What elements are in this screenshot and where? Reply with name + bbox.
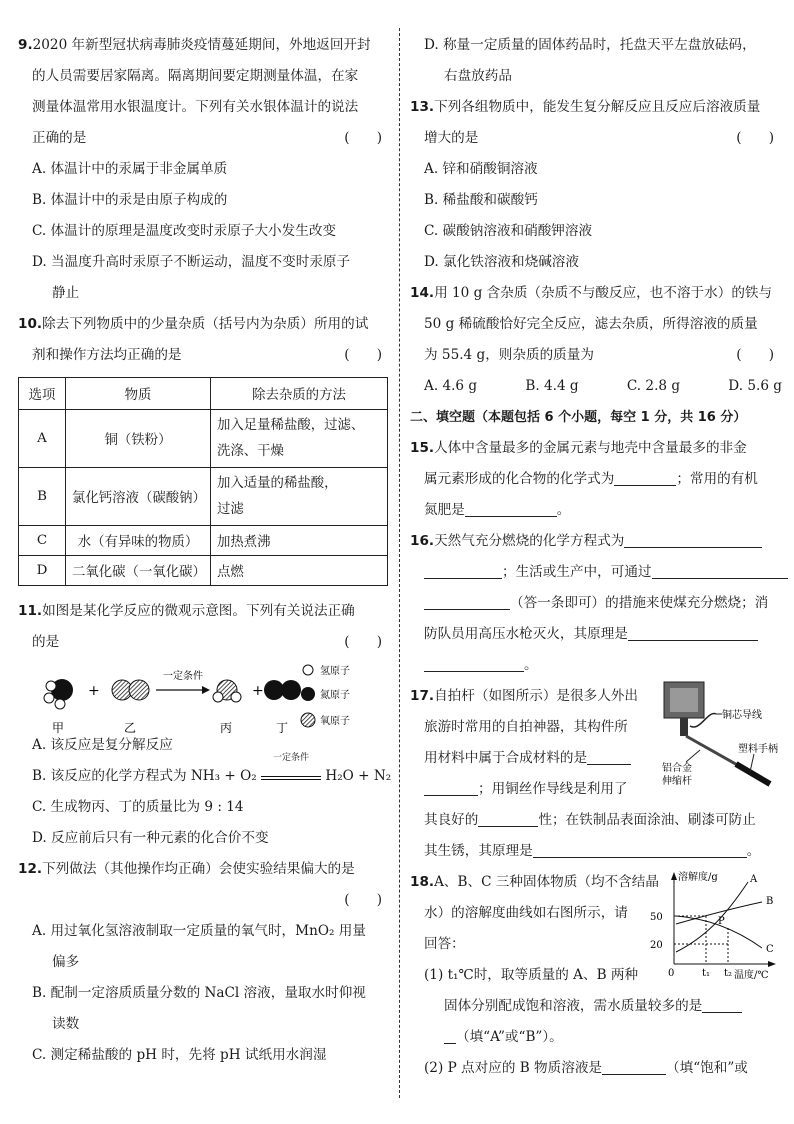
q12-number: 12.	[18, 861, 43, 877]
q15-blank-2[interactable]	[465, 498, 557, 517]
q14-text-3: 为 55.4 g，则杂质的质量为	[424, 347, 594, 363]
left-column-lower	[18, 596, 390, 658]
q10-table	[18, 377, 388, 586]
x-tick-t2: t₂	[724, 968, 733, 979]
q9-answer-paren: ( )	[344, 130, 382, 146]
q17-text-3: 用材料中属于合成材料的是	[424, 750, 588, 766]
legend-hydrogen: 氢原子	[320, 666, 350, 677]
q11-answer-paren: ( )	[344, 634, 382, 650]
q15-text-2: 属元素形成的化合物的化学式为	[424, 471, 615, 487]
table-cell: 点燃	[211, 556, 388, 586]
q15-number: 15.	[410, 440, 435, 456]
y-axis-label: 溶解度/g	[678, 872, 718, 883]
q16-blank-1b[interactable]	[424, 560, 502, 579]
table-row	[19, 468, 388, 526]
q14-choices	[410, 371, 782, 402]
plus-sign-1: +	[88, 683, 100, 699]
q10-answer-paren: ( )	[344, 347, 382, 363]
table-header-substance: 物质	[66, 378, 211, 410]
x-tick-t1: t₁	[702, 968, 711, 979]
q13-text-1: 下列各组物质中，能发生复分解反应且反应后溶液质量	[434, 99, 761, 115]
q17-text-8: 。	[746, 843, 761, 859]
molecule-jia	[44, 679, 73, 709]
q11-option-b	[18, 753, 392, 792]
table-cell: A	[19, 410, 66, 468]
q18-blank-2[interactable]	[602, 1056, 666, 1075]
q18-number: 18.	[410, 874, 435, 890]
left-column	[18, 30, 390, 371]
q16-text-4: 防队员用高压水枪灭火，其原理是	[424, 626, 628, 642]
equation-equals	[261, 776, 321, 780]
table-cell-line: 过滤	[217, 501, 244, 517]
q9-text-3: 测量体温常用水银温度计。下列有关水银体温计的说法	[32, 99, 359, 115]
question-13	[410, 92, 782, 278]
q14-choice-a: A. 4.6 g	[424, 378, 478, 394]
q16-text-3: （答一条即可）的措施来使煤充分燃烧；消	[510, 595, 769, 611]
q10-text-2: 剂和操作方法均正确的是	[32, 347, 182, 363]
table-cell: B	[19, 468, 66, 526]
label-yi: 乙	[124, 721, 137, 735]
q18-blank-1a[interactable]	[702, 994, 742, 1013]
q11-option-b-right: H₂O + N₂	[325, 768, 392, 784]
table-cell-line: 加入适量的稀盐酸，	[217, 475, 338, 491]
q16-blank-2a[interactable]	[652, 560, 788, 579]
q18-text-1: A、B、C 三种固体物质（均不含结晶	[434, 874, 659, 890]
q13-answer-paren: ( )	[736, 130, 774, 146]
molecule-bing	[213, 680, 241, 702]
q18-sub1-text-3: （填“A”或“B”）。	[456, 1029, 563, 1045]
question-16	[410, 526, 782, 681]
table-header-method: 除去杂质的方法	[211, 378, 388, 410]
q11-option-b-left: B. 该反应的化学方程式为 NH₃ + O₂	[32, 768, 257, 784]
label-telescopic-rod: 伸缩杆	[662, 776, 692, 787]
condition-label: 一定条件	[163, 671, 203, 682]
q17-text-7: 其生锈，其原理是	[424, 843, 533, 859]
q11-number: 11.	[18, 603, 43, 619]
q9-text-1: 2020 年新型冠状病毒肺炎疫情蔓延期间，外地返回开封	[32, 37, 371, 53]
molecule-yi	[112, 680, 149, 700]
table-cell: D	[19, 556, 66, 586]
table-row	[19, 526, 388, 556]
legend-nitrogen: 氮原子	[320, 690, 350, 701]
q14-choice-c: C. 2.8 g	[626, 378, 681, 394]
label-aluminum-alloy: 铝合金	[662, 763, 692, 774]
label-bing: 丙	[220, 721, 233, 735]
q13-option-c: C. 碳酸钠溶液和硝酸钾溶液	[424, 223, 593, 239]
selfie-stick-figure	[660, 680, 784, 794]
table-cell-line: 洗涤、干燥	[217, 443, 284, 459]
q17-blank-2[interactable]	[478, 808, 538, 827]
q10-number: 10.	[18, 316, 43, 332]
q16-text-5: 。	[524, 657, 538, 673]
q17-text-6: 性；在铁制品表面涂油、刷漆可防止	[538, 812, 756, 828]
question-12	[18, 854, 390, 1071]
equation-condition	[261, 753, 321, 780]
q11-text-1: 如图是某化学反应的微观示意图。下列有关说法正确	[42, 603, 355, 619]
table-cell: 铜（铁粉）	[66, 410, 211, 468]
table-cell: C	[19, 526, 66, 556]
q13-number: 13.	[410, 99, 435, 115]
legend-oxygen: 氧原子	[320, 716, 350, 727]
curve-c-label: C	[766, 944, 774, 955]
q18-text-2: 水）的溶解度曲线如右图所示，请	[424, 905, 628, 921]
q12-option-b-cont: 读数	[52, 1016, 80, 1032]
q12-option-a: A. 用过氧化氢溶液制取一定质量的氧气时，MnO₂ 用量	[32, 923, 366, 939]
q14-text-2: 50 g 稀硫酸恰好完全反应，滤去杂质，所得溶液的质量	[424, 316, 758, 332]
table-row	[19, 556, 388, 586]
y-tick-20: 20	[650, 940, 663, 951]
q18-sub1-text-1: (1) t₁℃时，取等质量的 A、B 两种	[424, 967, 639, 983]
q12-option-a-cont: 偏多	[52, 954, 80, 970]
q13-option-a: A. 锌和硝酸铜溶液	[424, 161, 538, 177]
table-row	[19, 410, 388, 468]
q9-option-b: B. 体温计中的汞是由原子构成的	[32, 192, 228, 208]
q12-option-c: C. 测定稀盐酸的 pH 时，先将 pH 试纸用水润湿	[32, 1047, 327, 1063]
q17-blank-1b[interactable]	[424, 777, 478, 796]
q9-option-a: A. 体温计中的汞属于非金属单质	[32, 161, 228, 177]
q16-blank-1a[interactable]	[624, 529, 762, 548]
table-cell-line: 加入足量稀盐酸，过滤、	[217, 417, 365, 433]
q11-option-d: D. 反应前后只有一种元素的化合价不变	[32, 830, 269, 846]
q16-blank-3a[interactable]	[628, 622, 758, 641]
q18-sub2-text-2: （填“饱和”或	[666, 1060, 748, 1076]
q17-blank-1a[interactable]	[587, 746, 631, 765]
q13-option-d: D. 氯化铁溶液和烧碱溶液	[424, 254, 579, 270]
q16-blank-2b[interactable]	[424, 591, 510, 610]
question-14	[410, 278, 782, 402]
q11-option-a: A. 该反应是复分解反应	[32, 737, 173, 753]
q18-text-3: 回答：	[424, 936, 465, 952]
q17-blank-3[interactable]	[533, 839, 747, 858]
q11-reaction-diagram	[40, 660, 380, 738]
q12-option-d: D. 称量一定质量的固体药品时，托盘天平左盘放砝码，	[424, 37, 756, 53]
table-cell	[211, 410, 388, 468]
q11-option-c: C. 生成物丙、丁的质量比为 9 : 14	[32, 799, 244, 815]
q14-choice-d: D. 5.6 g	[728, 378, 782, 394]
reaction-arrow	[156, 686, 210, 694]
question-10	[18, 309, 390, 371]
q17-text-4: ；用铜丝作导线是利用了	[478, 781, 628, 797]
q16-text-1: 天然气充分燃烧的化学方程式为	[434, 533, 625, 549]
label-copper-wire: 铜芯导线	[722, 710, 762, 721]
plus-sign-2: +	[252, 683, 264, 699]
question-15	[410, 433, 782, 526]
q17-text-2: 旅游时常用的自拍神器，其构件所	[424, 719, 628, 735]
q18-sub1-text-2: 固体分别配成饱和溶液，需水质量较多的是	[444, 998, 703, 1014]
q15-text-1: 人体中含量最多的金属元素与地壳中含量最多的非金	[434, 440, 747, 456]
q18-blank-1b[interactable]	[444, 1025, 456, 1044]
label-plastic-handle: 塑料手柄	[738, 744, 778, 755]
curve-b-label: B	[766, 896, 774, 907]
q9-option-c: C. 体温计的原理是温度改变时汞原子大小发生改变	[32, 223, 337, 239]
molecule-ding	[264, 680, 301, 700]
q11-text-2: 的是	[32, 634, 60, 650]
q9-option-d: D. 当温度升高时汞原子不断运动，温度不变时汞原子	[32, 254, 351, 270]
q9-text-2: 的人员需要居家隔离。隔离期间要定期测量体温，在家	[32, 68, 359, 84]
point-p-label: P	[718, 916, 725, 927]
q9-number: 9.	[18, 37, 33, 53]
x-tick-0: 0	[668, 968, 675, 979]
curve-a-label: A	[750, 874, 758, 885]
table-header-option: 选项	[19, 378, 66, 410]
x-axis-label: 温度/℃	[734, 970, 769, 980]
label-ding: 丁	[276, 721, 289, 735]
label-jia: 甲	[52, 721, 65, 735]
table-cell: 二氧化碳（一氧化碳）	[66, 556, 211, 586]
q12-option-d-cont: 右盘放药品	[444, 68, 512, 84]
q12-answer-paren: ( )	[344, 892, 382, 908]
q14-text-1: 用 10 g 含杂质（杂质不与酸反应，也不溶于水）的铁与	[434, 285, 773, 301]
left-column-bottom	[18, 730, 390, 1071]
section-2-heading: 二、填空题（本题包括 6 个小题，每空 1 分，共 16 分）	[410, 410, 747, 425]
table-cell: 水（有异味的物质）	[66, 526, 211, 556]
q15-text-3: ；常用的有机	[676, 471, 758, 487]
q13-text-2: 增大的是	[424, 130, 479, 146]
q14-number: 14.	[410, 285, 435, 301]
q17-number: 17.	[410, 688, 435, 704]
y-tick-50: 50	[650, 912, 663, 923]
table-cell: 氯化钙溶液（碳酸钠）	[66, 468, 211, 526]
column-divider	[399, 28, 400, 1098]
q12-text-1: 下列做法（其他操作均正确）会使实验结果偏大的是	[42, 861, 355, 877]
q18-sub2-text-1: (2) P 点对应的 B 物质溶液是	[424, 1060, 603, 1076]
question-9	[18, 30, 390, 309]
q15-text-4: 氮肥是	[424, 502, 465, 518]
q17-text-1: 自拍杆（如图所示）是很多人外出	[434, 688, 638, 704]
q13-option-b: B. 稀盐酸和碳酸钙	[424, 192, 538, 208]
question-11	[18, 596, 390, 658]
equation-condition-text: 一定条件	[273, 753, 310, 763]
q16-number: 16.	[410, 533, 435, 549]
table-cell: 加热煮沸	[211, 526, 388, 556]
q9-text-4: 正确的是	[32, 130, 87, 146]
q16-blank-3b[interactable]	[424, 653, 524, 672]
legend	[301, 664, 350, 727]
q14-answer-paren: ( )	[736, 347, 774, 363]
q17-text-5: 其良好的	[424, 812, 479, 828]
q14-choice-b: B. 4.4 g	[525, 378, 579, 394]
q16-text-2: ；生活或生产中，可通过	[502, 564, 652, 580]
q15-blank-1[interactable]	[614, 467, 676, 486]
q15-text-5: 。	[556, 502, 571, 518]
solubility-chart	[644, 868, 784, 980]
q9-option-d-cont: 静止	[52, 285, 80, 301]
table-cell	[211, 468, 388, 526]
q10-text-1: 除去下列物质中的少量杂质（括号内为杂质）所用的试	[42, 316, 369, 332]
q12-option-b: B. 配制一定溶质质量分数的 NaCl 溶液，量取水时仰视	[32, 985, 366, 1001]
